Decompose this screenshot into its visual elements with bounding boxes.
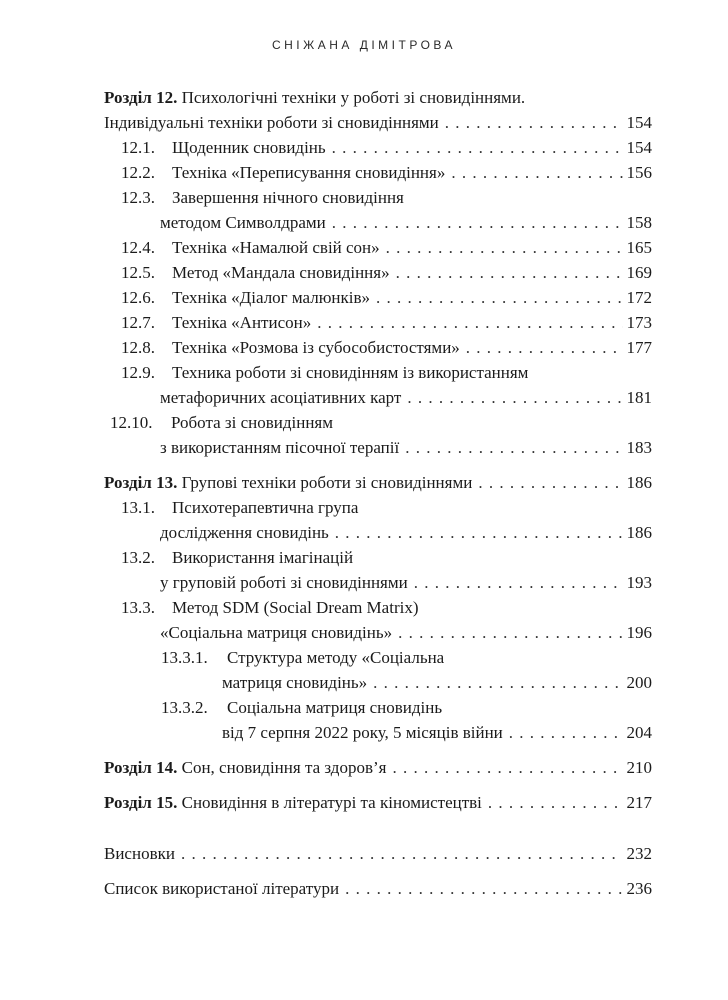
dot-leader (396, 260, 623, 285)
page-number: 186 (626, 473, 652, 492)
dot-leader (466, 335, 623, 360)
toc-entry[interactable] (104, 235, 652, 260)
entry-title: Психотерапевтична група (172, 498, 359, 517)
page-number: 177 (626, 338, 652, 357)
entry-number: 12.9. (121, 363, 155, 382)
page-number: 158 (626, 213, 652, 232)
toc-entry[interactable] (104, 185, 652, 210)
toc-entry[interactable] (104, 335, 652, 360)
toc-entry[interactable] (104, 410, 652, 435)
entry-title: Техніка «Діалог малюнків» (172, 288, 371, 307)
chapter-title: Сон, сновидіння та здоров’я (181, 758, 387, 777)
chapter-label: Розділ 14. (104, 758, 178, 777)
toc-chapter-13[interactable] (104, 470, 652, 495)
page-number: 165 (626, 238, 652, 257)
toc-entry-continuation[interactable] (104, 385, 652, 410)
toc-subentry-continuation[interactable] (104, 670, 652, 695)
dot-leader (392, 755, 622, 780)
entry-title: Техніка «Переписування сновидіння» (172, 163, 446, 182)
entry-title: Список використаної літератури (104, 879, 340, 898)
toc-entry[interactable] (104, 545, 652, 570)
dot-leader (373, 670, 622, 695)
page-number: 210 (626, 758, 652, 777)
entry-number: 13.3.1. (161, 648, 208, 667)
chapter-title: Психологічні техніки у роботі зі сновидіннями. (181, 88, 526, 107)
entry-number: 12.1. (121, 138, 155, 157)
entry-title: дослідження сновидінь (160, 523, 329, 542)
page-number: 196 (626, 623, 652, 642)
page-number: 169 (626, 263, 652, 282)
dot-leader (414, 570, 623, 595)
dot-leader (478, 470, 622, 495)
toc-entry[interactable] (104, 310, 652, 335)
entry-title: Техніка «Намалюй свій сон» (172, 238, 380, 257)
table-of-contents (104, 85, 652, 901)
entry-number: 13.3.2. (161, 698, 208, 717)
chapter-label: Розділ 12. (104, 88, 178, 107)
toc-entry[interactable] (104, 360, 652, 385)
dot-leader (317, 310, 622, 335)
entry-number: 12.7. (121, 313, 155, 332)
entry-title: Висновки (104, 844, 175, 863)
entry-title: з використанням пісочної терапії (160, 438, 400, 457)
dot-leader (398, 620, 622, 645)
toc-entry[interactable] (104, 135, 652, 160)
toc-chapter-14[interactable] (104, 755, 652, 780)
entry-title: Робота зі сновидінням (171, 413, 333, 432)
toc-chapter-15[interactable] (104, 790, 652, 815)
toc-entry[interactable] (104, 495, 652, 520)
chapter-title: Сновидіння в літературі та кіномистецтві (181, 793, 482, 812)
toc-entry[interactable] (104, 110, 652, 135)
toc-entry[interactable] (104, 260, 652, 285)
dot-leader (386, 235, 623, 260)
entry-title: Щоденник сновидінь (172, 138, 326, 157)
entry-title: Метод «Мандала сновидіння» (172, 263, 390, 282)
dot-leader (335, 520, 623, 545)
entry-title: Структура методу «Соціальна (227, 648, 445, 667)
toc-entry[interactable] (104, 595, 652, 620)
entry-title: Техніка «Розмова із субособистостями» (172, 338, 460, 357)
dot-leader (405, 435, 622, 460)
entry-number: 12.4. (121, 238, 155, 257)
dot-leader (332, 210, 623, 235)
dot-leader (488, 790, 623, 815)
page-number: 217 (626, 793, 652, 812)
entry-number: 12.3. (121, 188, 155, 207)
page-number: 193 (626, 573, 652, 592)
toc-entry[interactable] (104, 160, 652, 185)
toc-entry-continuation[interactable] (104, 210, 652, 235)
entry-number: 13.2. (121, 548, 155, 567)
toc-subentry-continuation[interactable] (104, 720, 652, 745)
page-number: 181 (626, 388, 652, 407)
toc-entry-continuation[interactable] (104, 570, 652, 595)
dot-leader (345, 876, 622, 901)
entry-title: «Соціальна матриця сновидінь» (160, 623, 393, 642)
entry-number: 12.2. (121, 163, 155, 182)
entry-title: Використання імагінацій (172, 548, 354, 567)
entry-number: 13.1. (121, 498, 155, 517)
toc-entry-continuation[interactable] (104, 520, 652, 545)
dot-leader (407, 385, 622, 410)
page-number: 156 (626, 163, 652, 182)
entry-number: 12.8. (121, 338, 155, 357)
entry-title: Метод SDM (Social Dream Matrix) (172, 598, 419, 617)
entry-number: 13.3. (121, 598, 155, 617)
entry-number: 12.5. (121, 263, 155, 282)
running-head: СНІЖАНА ДІМІТРОВА (271, 38, 457, 52)
dot-leader (376, 285, 622, 310)
page-number: 232 (626, 844, 652, 863)
dot-leader (445, 110, 623, 135)
entry-title: методом Символдрами (160, 213, 326, 232)
entry-title: у груповій роботі зі сновидіннями (160, 573, 408, 592)
chapter-label: Розділ 15. (104, 793, 178, 812)
page-number: 186 (626, 523, 652, 542)
chapter-label: Розділ 13. (104, 473, 178, 492)
entry-title: метафоричних асоціативних карт (160, 388, 402, 407)
toc-entry-continuation[interactable] (104, 620, 652, 645)
entry-title: Техника роботи зі сновидінням із використанням (172, 363, 529, 382)
toc-subentry[interactable] (104, 645, 652, 670)
page-number: 154 (626, 113, 652, 132)
entry-number: 12.6. (121, 288, 155, 307)
dot-leader (332, 135, 623, 160)
page-number: 173 (626, 313, 652, 332)
toc-entry[interactable] (104, 285, 652, 310)
toc-chapter-12-heading (104, 85, 652, 110)
page-number: 236 (626, 879, 652, 898)
toc-subentry[interactable] (104, 695, 652, 720)
entry-number: 12.10. (110, 413, 153, 432)
page-number: 204 (626, 723, 652, 742)
dot-leader (509, 720, 623, 745)
entry-title: Соціальна матриця сновидінь (227, 698, 443, 717)
page-number: 183 (626, 438, 652, 457)
page-number: 172 (626, 288, 652, 307)
entry-title: Завершення нічного сновидіння (172, 188, 404, 207)
entry-title: Техніка «Антисон» (172, 313, 312, 332)
chapter-title: Групові техніки роботи зі сновидіннями (181, 473, 473, 492)
toc-entry-continuation[interactable] (104, 435, 652, 460)
toc-references[interactable] (104, 876, 652, 901)
toc-conclusions[interactable] (104, 841, 652, 866)
page-number: 200 (626, 673, 652, 692)
dot-leader (451, 160, 622, 185)
entry-title: Індивідуальні техніки роботи зі сновидіннями (104, 113, 439, 132)
entry-title: від 7 серпня 2022 року, 5 місяців війни (222, 723, 503, 742)
dot-leader (181, 841, 623, 866)
page-number: 154 (626, 138, 652, 157)
entry-title: матриця сновидінь» (222, 673, 368, 692)
